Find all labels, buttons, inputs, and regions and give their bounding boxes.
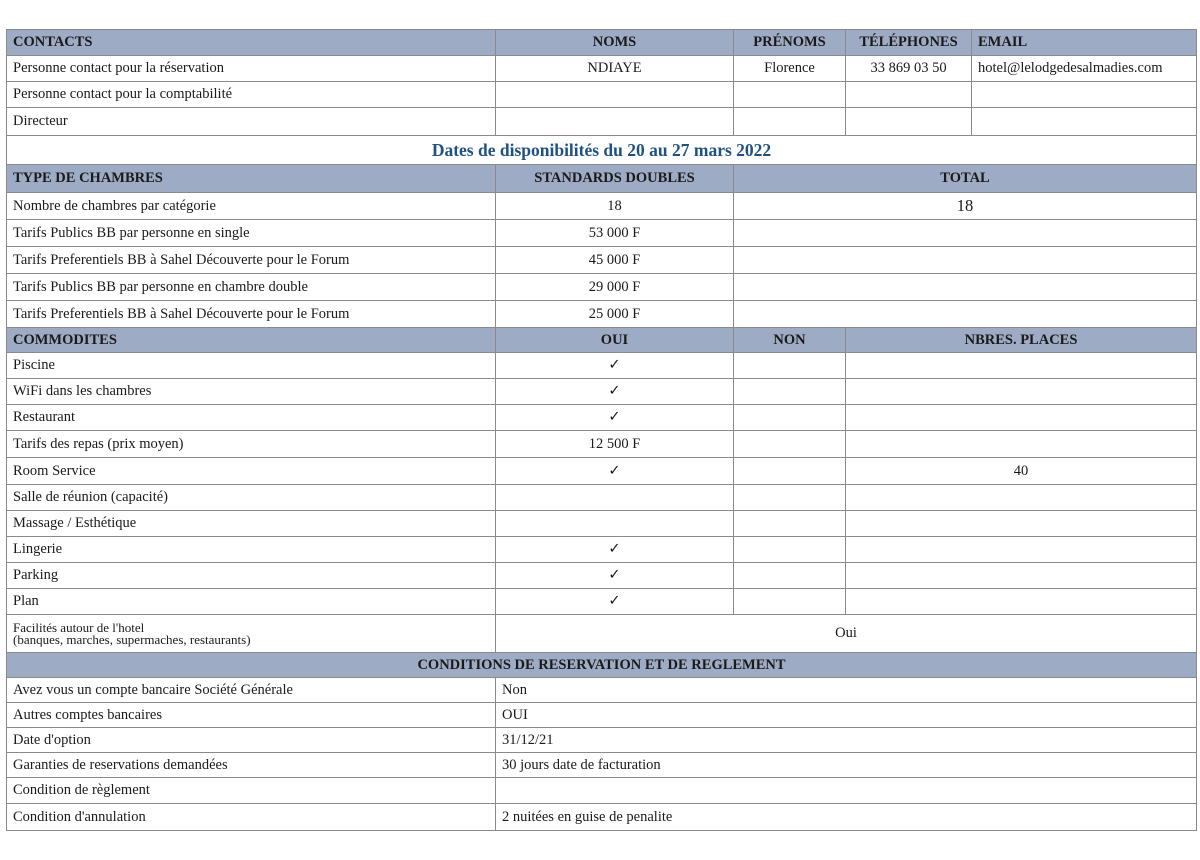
room-total: 18 (734, 193, 1197, 220)
amenity-places (846, 537, 1197, 563)
amenity-non (734, 379, 846, 405)
condition-value: 2 nuitées en guise de penalite (496, 804, 1197, 831)
amenity-oui (496, 511, 734, 537)
room-label: Tarifs Preferentiels BB à Sahel Découverte pour le Forum (7, 247, 496, 274)
rooms-header-row (7, 165, 1197, 193)
table-row (7, 804, 1197, 831)
condition-label: Garanties de reservations demandées (7, 753, 496, 778)
amenity-places (846, 379, 1197, 405)
amenity-label: WiFi dans les chambres (7, 379, 496, 405)
amenity-oui: ✓ (496, 405, 734, 431)
table-row (7, 703, 1197, 728)
amenity-non (734, 537, 846, 563)
amenity-oui (496, 485, 734, 511)
amenity-oui: 12 500 F (496, 431, 734, 458)
contacts-header: CONTACTS (7, 30, 496, 56)
table-row (7, 193, 1197, 220)
prenoms-header: PRÉNOMS (734, 30, 846, 56)
amenity-oui: ✓ (496, 458, 734, 485)
contact-nom (496, 82, 734, 108)
contact-label: Directeur (7, 108, 496, 136)
table-row (7, 563, 1197, 589)
places-header: NBRES. PLACES (846, 328, 1197, 353)
total-header: TOTAL (734, 165, 1197, 193)
room-label: Tarifs Preferentiels BB à Sahel Découverte pour le Forum (7, 301, 496, 328)
room-label: Nombre de chambres par catégorie (7, 193, 496, 220)
amenity-label: Restaurant (7, 405, 496, 431)
contact-prenom (734, 82, 846, 108)
amenity-non (734, 485, 846, 511)
amenity-label: Parking (7, 563, 496, 589)
amenity-label: Piscine (7, 353, 496, 379)
room-label: Tarifs Publics BB par personne en single (7, 220, 496, 247)
room-total (734, 247, 1197, 274)
amenity-non (734, 405, 846, 431)
non-header: NON (734, 328, 846, 353)
amenity-non (734, 589, 846, 615)
table-row (7, 82, 1197, 108)
amenity-places (846, 353, 1197, 379)
contact-email (972, 82, 1197, 108)
table-row (7, 778, 1197, 804)
amenity-label: Massage / Esthétique (7, 511, 496, 537)
contact-email (972, 108, 1197, 136)
amenity-places (846, 431, 1197, 458)
amenity-label: Tarifs des repas (prix moyen) (7, 431, 496, 458)
amenity-label: Room Service (7, 458, 496, 485)
room-standards: 53 000 F (496, 220, 734, 247)
amenity-label: Lingerie (7, 537, 496, 563)
table-row (7, 405, 1197, 431)
contact-nom: NDIAYE (496, 56, 734, 82)
amenity-non (734, 458, 846, 485)
contact-telephone (846, 108, 972, 136)
amenity-non (734, 353, 846, 379)
dates-title-row (7, 136, 1197, 165)
contact-telephone (846, 82, 972, 108)
room-total (734, 274, 1197, 301)
conditions-header-row (7, 653, 1197, 678)
condition-value: 30 jours date de facturation (496, 753, 1197, 778)
amenity-oui: ✓ (496, 353, 734, 379)
amenity-label: Plan (7, 589, 496, 615)
room-total (734, 301, 1197, 328)
table-row (7, 728, 1197, 753)
amenity-non (734, 563, 846, 589)
contact-telephone: 33 869 03 50 (846, 56, 972, 82)
facilities-row (7, 615, 1197, 653)
amenity-places (846, 511, 1197, 537)
table-row (7, 353, 1197, 379)
amenity-oui: ✓ (496, 537, 734, 563)
facilities-label-line1: Facilités autour de l'hotel (13, 619, 145, 635)
commodites-header: COMMODITES (7, 328, 496, 353)
condition-label: Avez vous un compte bancaire Société Générale (7, 678, 496, 703)
room-standards: 25 000 F (496, 301, 734, 328)
facilities-value: Oui (496, 615, 1197, 653)
table-row (7, 485, 1197, 511)
facilities-label (7, 615, 496, 653)
room-type-header: TYPE DE CHAMBRES (7, 165, 496, 193)
condition-value: 31/12/21 (496, 728, 1197, 753)
oui-header: OUI (496, 328, 734, 353)
contact-nom (496, 108, 734, 136)
table-row (7, 379, 1197, 405)
table-row (7, 537, 1197, 563)
condition-value: OUI (496, 703, 1197, 728)
condition-label: Condition d'annulation (7, 804, 496, 831)
contact-email: hotel@lelodgedesalmadies.com (972, 56, 1197, 82)
table-row (7, 511, 1197, 537)
amenity-oui: ✓ (496, 589, 734, 615)
room-label: Tarifs Publics BB par personne en chambre double (7, 274, 496, 301)
amenity-non (734, 511, 846, 537)
email-header: EMAIL (972, 30, 1197, 56)
table-row (7, 753, 1197, 778)
table-row (7, 108, 1197, 136)
room-total (734, 220, 1197, 247)
condition-label: Autres comptes bancaires (7, 703, 496, 728)
contacts-header-row (7, 30, 1197, 56)
table-row (7, 274, 1197, 301)
standards-header: STANDARDS DOUBLES (496, 165, 734, 193)
condition-value: Non (496, 678, 1197, 703)
contact-prenom (734, 108, 846, 136)
amenity-oui: ✓ (496, 379, 734, 405)
contact-prenom: Florence (734, 56, 846, 82)
condition-value (496, 778, 1197, 804)
table-row (7, 247, 1197, 274)
amenity-label: Salle de réunion (capacité) (7, 485, 496, 511)
room-standards: 29 000 F (496, 274, 734, 301)
facilities-label-line2: (banques, marches, supermaches, restaurants) (13, 631, 251, 647)
reservation-form-table (6, 29, 1197, 831)
condition-label: Condition de règlement (7, 778, 496, 804)
amenity-non (734, 431, 846, 458)
contact-label: Personne contact pour la réservation (7, 56, 496, 82)
amenities-header-row (7, 328, 1197, 353)
table-row (7, 220, 1197, 247)
amenity-places (846, 589, 1197, 615)
dates-title: Dates de disponibilités du 20 au 27 mars 2022 (7, 136, 1197, 165)
contact-label: Personne contact pour la comptabilité (7, 82, 496, 108)
amenity-oui: ✓ (496, 563, 734, 589)
table-row (7, 56, 1197, 82)
amenity-places (846, 405, 1197, 431)
conditions-title: CONDITIONS DE RESERVATION ET DE REGLEMENT (7, 653, 1197, 678)
amenity-places (846, 563, 1197, 589)
table-row (7, 589, 1197, 615)
amenity-places: 40 (846, 458, 1197, 485)
room-standards: 18 (496, 193, 734, 220)
table-row (7, 301, 1197, 328)
table-row (7, 458, 1197, 485)
condition-label: Date d'option (7, 728, 496, 753)
table-row (7, 678, 1197, 703)
table-row (7, 431, 1197, 458)
noms-header: NOMS (496, 30, 734, 56)
amenity-places (846, 485, 1197, 511)
telephones-header: TÉLÉPHONES (846, 30, 972, 56)
room-standards: 45 000 F (496, 247, 734, 274)
